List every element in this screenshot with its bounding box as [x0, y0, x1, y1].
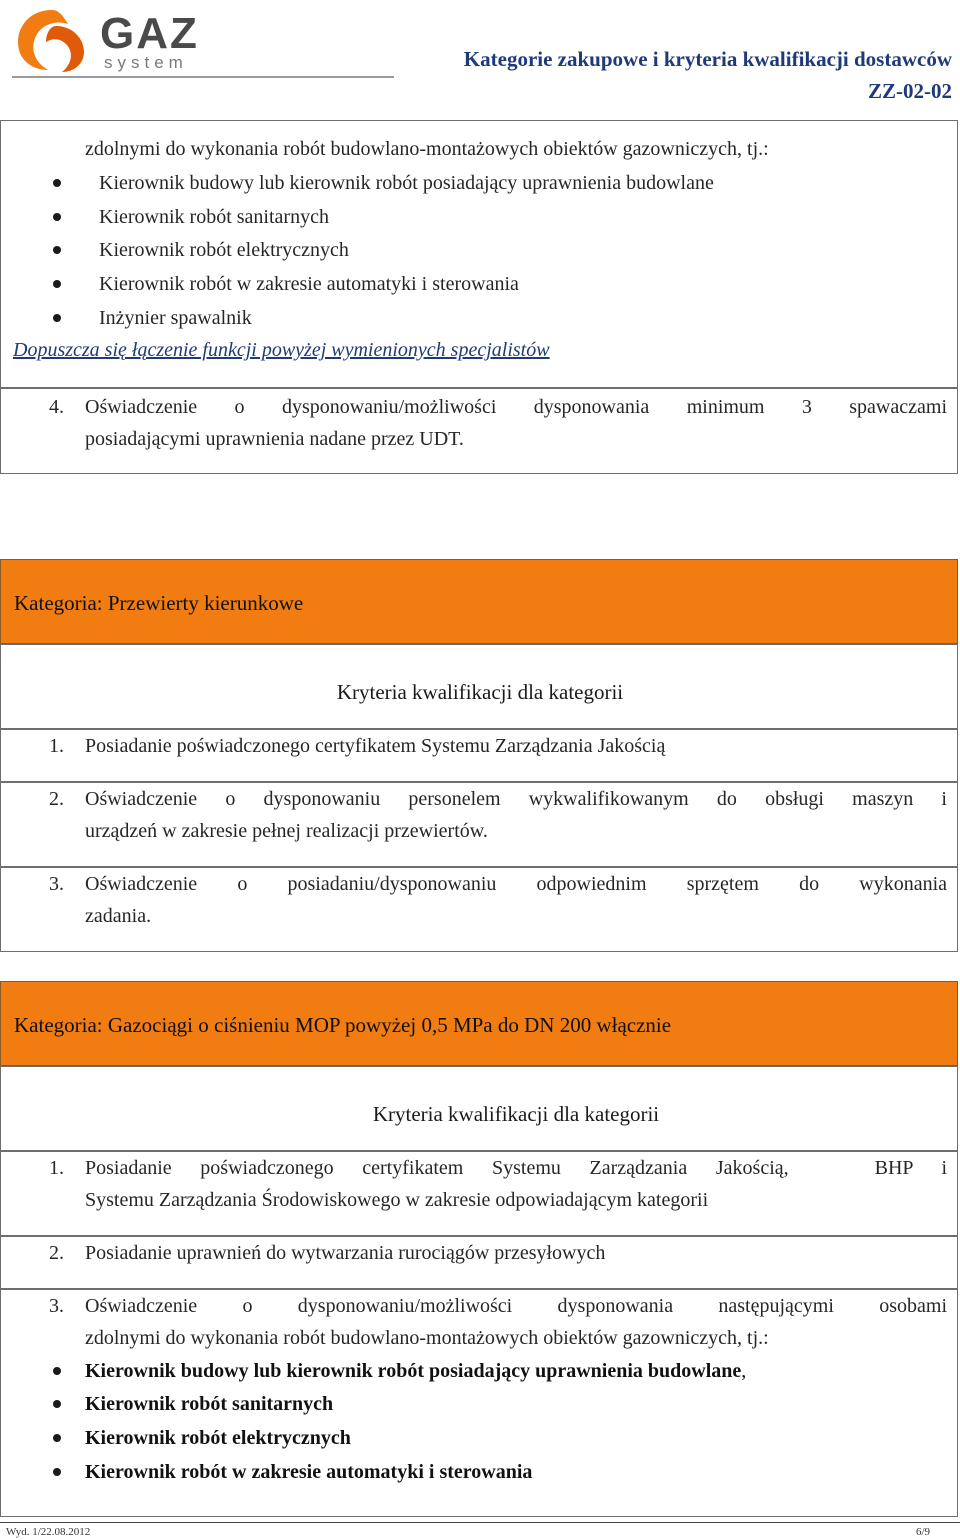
list-item	[1, 302, 951, 334]
header-rule	[12, 76, 394, 78]
category-title: Kategoria: Gazociągi o ciśnieniu MOP powyżej 0,5 MPa do DN 200 włącznie	[14, 1013, 672, 1037]
criterion-line: Oświadczenie o posiadaniu/dysponowaniu odpowiednim sprzętem do wykonania	[85, 873, 947, 895]
category-header	[0, 981, 958, 1066]
criterion-line: urządzeń w zakresie pełnej realizacji przewiertów.	[85, 820, 488, 842]
list-item	[1, 268, 951, 300]
bullet-icon	[53, 179, 61, 187]
list-item-label: Kierownik robót w zakresie automatyki i sterowania	[85, 1461, 533, 1483]
category-title: Kategoria: Przewierty kierunkowe	[14, 591, 304, 615]
criterion-row	[0, 1236, 958, 1289]
criterion-line: Oświadczenie o dysponowaniu personelem wykwalifikowanym do obsługi maszyn i	[85, 788, 947, 810]
criterion-row	[0, 729, 958, 782]
criterion-line: Systemu Zarządzania Środowiskowego w zakresie odpowiadającym kategorii	[85, 1189, 709, 1211]
list-item-label: Kierownik budowy lub kierownik robót posiadający uprawnienia budowlane	[99, 172, 714, 194]
flame-swirl-icon	[12, 4, 92, 76]
criterion-number: 2.	[49, 1242, 64, 1264]
criterion-number: 3.	[49, 1295, 64, 1317]
list-item	[1, 1456, 951, 1488]
criterion-number: 1.	[49, 735, 64, 757]
bullet-icon	[53, 1400, 61, 1408]
document-header	[0, 0, 960, 110]
bullet-icon	[53, 1468, 61, 1476]
bullet-icon	[53, 280, 61, 288]
list-item-text	[85, 1355, 746, 1387]
list-item-label: Inżynier spawalnik	[99, 307, 252, 329]
list-item-label: Kierownik budowy lub kierownik robót posiadający uprawnienia budowlane	[85, 1360, 742, 1382]
combined-functions-note: Dopuszcza się łączenie funkcji powyżej wymienionych specjalistów	[13, 339, 550, 361]
criteria-heading: Kryteria kwalifikacji dla kategorii	[372, 1102, 660, 1126]
list-item-label: Kierownik robót elektrycznych	[85, 1427, 351, 1449]
criteria-heading: Kryteria kwalifikacji dla kategorii	[336, 680, 624, 704]
gaz-system-logo	[12, 4, 274, 76]
criterion-row	[0, 867, 958, 952]
list-item	[1, 1422, 951, 1454]
list-item-label: Kierownik robót sanitarnych	[99, 206, 329, 228]
logo-wordmark: GAZ	[100, 9, 199, 58]
criterion-number: 4.	[49, 396, 64, 418]
bullet-icon	[53, 246, 61, 254]
criterion-row	[0, 1151, 958, 1236]
list-item	[1, 1388, 951, 1420]
criterion-line: Oświadczenie o dysponowaniu/możliwości dysponowania minimum 3 spawaczami	[85, 396, 947, 418]
specialists-block	[0, 120, 958, 388]
logo-subtext: system	[104, 53, 188, 72]
list-item-label: Kierownik robót elektrycznych	[99, 239, 349, 261]
list-item	[1, 234, 951, 266]
list-item	[1, 167, 951, 199]
criterion-line: Posiadanie uprawnień do wytwarzania rurociągów przesyłowych	[85, 1242, 606, 1264]
bullet-icon	[53, 314, 61, 322]
criterion-row	[0, 782, 958, 867]
criterion-line: zdolnymi do wykonania robót budowlano-montażowych obiektów gazowniczych, tj.:	[85, 1327, 769, 1349]
bullet-icon	[53, 1434, 61, 1442]
bullet-icon	[53, 1367, 61, 1375]
welders-criterion	[0, 388, 958, 474]
criterion-number: 1.	[49, 1157, 64, 1179]
edition-label: Wyd. 1/22.08.2012	[6, 1526, 91, 1538]
document-title: Kategorie zakupowe i kryteria kwalifikacji dostawców	[463, 47, 952, 71]
page-number: 6/9	[915, 1526, 930, 1538]
category-header	[0, 559, 958, 644]
criterion-line: posiadającymi uprawnienia nadane przez UDT.	[85, 428, 464, 450]
list-item-suffix: ,	[741, 1360, 747, 1382]
criterion-line: Oświadczenie o dysponowaniu/możliwości dysponowania następującymi osobami	[85, 1295, 947, 1317]
criterion-line: Posiadanie poświadczonego certyfikatem Systemu Zarządzania Jakością	[85, 735, 666, 757]
criteria-heading-row	[0, 1066, 958, 1151]
criterion-line: Posiadanie poświadczonego certyfikatem Systemu Zarządzania Jakością, BHP i	[85, 1157, 947, 1179]
page-footer	[0, 1522, 960, 1540]
criteria-heading-row	[0, 644, 958, 729]
bullet-icon	[53, 213, 61, 221]
list-item-label: Kierownik robót sanitarnych	[85, 1393, 334, 1415]
intro-text: zdolnymi do wykonania robót budowlano-montażowych obiektów gazowniczych, tj.:	[85, 138, 769, 160]
criterion-number: 2.	[49, 788, 64, 810]
criterion-number: 3.	[49, 873, 64, 895]
document-code: ZZ-02-02	[868, 79, 952, 103]
criterion-row	[0, 1289, 958, 1517]
list-item	[1, 201, 951, 233]
criterion-line: zadania.	[85, 905, 152, 927]
list-item-label: Kierownik robót w zakresie automatyki i sterowania	[99, 273, 519, 295]
list-item	[1, 1355, 951, 1387]
